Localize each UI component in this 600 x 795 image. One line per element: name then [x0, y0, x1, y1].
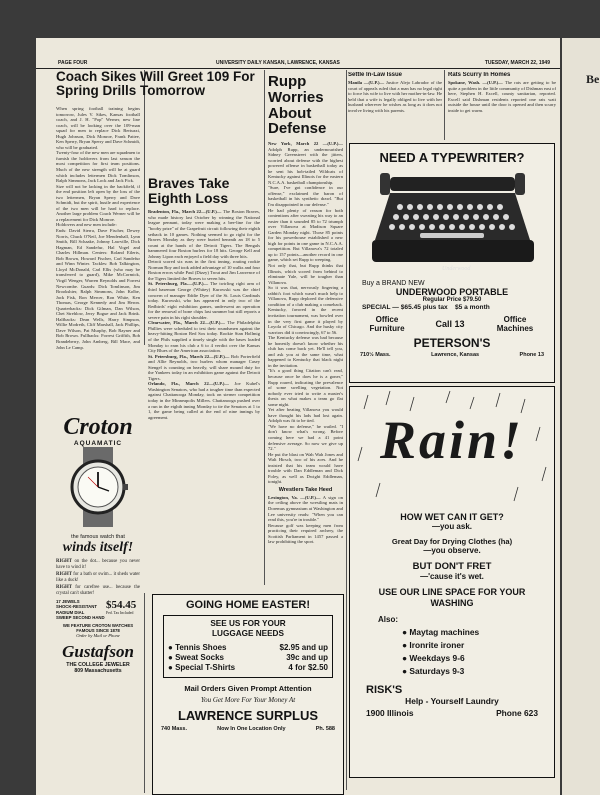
headline-rupp: Rupp Worries About Defense [268, 74, 327, 138]
article-rupp: Rupp Worries About Defense New York, March 22 —(U.P.)— Adolph Rupp, an undernourished Sidney Greenstreet with the jitters, worried about defense with the highest powered offense in basketball today as he sent his hob-tailed Wildcats of Kentucky against Illinois for the eastern N.C.A.A. basketball championship. "Sure, I've got confidence in our offense," exclaimed the baron of basketball in his synthetic drawl. "But I'm disappointed in our defense." He had plenty of reason for both contentions after sweating his way to an easier than it sounded 85 to 72 triumph over Villanova at Madison Square Garden Monday night. Those 85 points for his powerhouse established a new high for points in one game in N.C.A.A. competition. But Villanova's 72 totaled up to 157 points—another record in one game, which set Rupp to weeping. Not only that, but Rupp thinks that Illinois, which scored from behind to eliminate Yale, will be tougher than Villanova. So it was that, nervously fingering a rabbit's foot which wasn't much help to Villanova, Rupp deplored the defensive condition of a club making a comeback. Kentucky, favored in the recent invitation tournament, was bowled over in the very first game it played by Loyola of Chicago. And the husky city warriors did it convincingly, 67 to 56. The Kentucky defense was bad because he honestly doesn't know whether his club has come back yet. He'll tell you, and ask you at the same time, what happened to Kentucky that black night in the invitation. "It's a good thing Citation can't read, because once he does he is a goner," Rupp roared, indicating the prevalence of some swelling vegetation. Not nobody ever tried to write a master's thesis on what makes a team go flat some night. Yet after beating Villanova you would have thought his lads had lost again. Adolph was fit to be tied. "We have no defense," he wailed. "I don't know what's wrong. Before coming here we had a 41 point defensive average. So now we give up 72." He put the blast on Wah Wah Jones and Walt Hirsch, two of his aces. And he insisted that his team would have trouble with Dan Eddleman and Dick Foley, as well as Dwight Eddleman, tonight. Wrestlers Take Heed Lexington, Va. —(U.P.)— A sign on the ceiling above the wrestling mats in Doremus gymnasium at Washington and Lee university reads: "When you can read this, you're in trouble." Because golf was keeping men from practicing their required archery, the Scottish Parliament in 1457 passed a law prohibiting the sport. [268, 74, 343, 545]
croton-mail: Order by Mail or Phone [76, 633, 120, 639]
typewriter-call: Call 13 [435, 319, 465, 329]
surplus-money: You Get More For Your Money At [200, 695, 296, 704]
typewriter-city: Lawrence, Kansas [431, 352, 480, 358]
laundry-features: ● Maytag machines ● Ironrite ironer ● Weekdays 9-6 ● Saturdays 9-3 [402, 627, 480, 676]
croton-tagline: winds itself! [62, 540, 134, 555]
laundry-ad [349, 386, 555, 778]
croton-bullet: RIGHT for carefree use... because the crystal can't shatter! [56, 585, 140, 596]
rupp-p1: Adolph Rupp, an undernourished Sidney Greenstreet with the jitters, worried about defense with the highest powered offense in basketball today as he sent his hob-tailed Wildcats of Kentucky against Illinois for the eastern N.C.A.A. basketball championship. [268, 146, 343, 185]
coach-sikes-roster: Ends: David Sierra, Dave Fischer, Dewey Norris, Chuck O'Neil, Joe Mendenhall, Lynn Smith, Bill Schaake, Johnny Lawville, Dick Hagman, Ed Sandefur, Hal Vogel and Charles Hillman. Centers: Roland Eilerts, Bob Brown, Howard Fischer, Carl Sandefur and Winn Winter. Tackles: Bob Talkington, Lloyd McDonald, Carl Ellis (who may be transferred to guard), Mike McCormick, Virgil Wenger, Warren Reynolds and Forrest Newcombe. Guards: Dick Tomlinson, Jim Brookshier, Ralph Simmons, John Kolbe, Jack Fisk, Ron Mercer, Ron White, Ken Thomas, George Kennedy and Jim Heron. Quarterbacks: Dick Gilman, Dan Wilson, Chet Strehlow, Jerry Bogue and Jack Brink. Halfbacks: Dean Wells, Harry Simpson, Willie Modreth, Cliff Marshall, Jack Phillips, Dave Wilson, Pat Murphy, Bob Rayner and Bob Brown. Fullbacks: Forrest Griffith, Bob Brandeberry, John Amberg, Bill Mace, and John Le Camp. [56, 228, 140, 350]
headline-rats: Rats Scurry In Homes [448, 72, 511, 78]
laundry-phone: Phone 623 [496, 708, 538, 718]
folio-line [36, 60, 560, 69]
typewriter-addr: 710½ Mass. [360, 352, 391, 358]
next-page-edge [562, 38, 600, 795]
typewriter-phone: Phone 13 [519, 352, 544, 358]
page-number: PAGE FOUR [58, 60, 88, 66]
laundry-you-observe: —you observe. [423, 546, 481, 555]
laundry-cause: —'cause it's wet. [420, 572, 484, 581]
surplus-phone: Ph. 588 [315, 725, 335, 732]
braves-p5: Bob Porterfield and Allie Reynolds, two hurlers whom manager Casey Stengel is counting on heavily, will share mound duty for the Yankees today in an exhibition game against the Detroit Tigers. [148, 353, 260, 381]
typewriter-store: PETERSON'S [413, 336, 491, 350]
rupp-p7: "It's a good thing Citation can't read, because once he does he is a goner," Rupp roared, indicating the prevalence of some swelling vegetation. Not nobody ever tried to write a master's thesis on what makes a team go flat some night. [268, 368, 343, 407]
rupp-p3: He had plenty of reason for both contentions after sweating his way to an easier than it sounded 85 to 72 triumph over Villanova at Madison Square Garden Monday night. Those 85 points for his powerhouse established a new high for points in one game in N.C.A.A. competition. But Villanova's 72 totaled up to 157 points—another record in one game, which set Rupp to weeping. [268, 207, 343, 263]
laundry-question: HOW WET CAN IT GET? [400, 512, 504, 522]
laundry-store: RISK'S [366, 684, 403, 696]
article-rats: Rats Scurry In Homes Spokane, Wash. —(U.P.)— The rats are getting to be quite a problem in the little community of Dishman east of here, Stephen H. Excell, county sanitarian, reported. Excell said Dishman residents reported one rats watt outside the house until the door is opened and then scurry inside to get warm. [448, 72, 556, 113]
surplus-addr: 740 Mass. [161, 725, 187, 732]
croton-subbrand: AQUAMATIC [73, 440, 123, 447]
article-braves: Braves Take Eighth Loss Bradenton, Fla., March 22—(U.P.)— The Boston Braves, who made history last October by winning the National league pennant, today were making a bee-line for the "booby prize" of the Grapefruit circuit following their eighth setback in 10 games. Nothing seemed to go right for the Braves Monday as they were buried beneath an 18 to 5 count at the hands of the Detroit Tigers. The Bengals hammered four Boston hurlers for 18 hits. George Kell and Johnny Lipon each enjoyed a field day with three hits. Detroit scored six runs in the first inning, routing rookie Norman Roy and took added advantage of 10 walks and four Boston errors while Paul (Dizzy) Trout and Jim Lawrence of the Tigers limited the Braves to seven hits. St. Petersburg, Fla.—(U.P.)— The twirling right arm of third baseman George (Whitey) Kurowski was the chief concern of manager Eddie Dyer of the St. Louis Cardinals today. Kurowski, who has appeared in only two of the Redbirds' eight exhibition games, underwent an operation for the removal of bone chips last summer but still reports a severe pain in his right shoulder. Clearwater, Fla., March 22—(U.P.)— The Philadelphia Phillies were scheduled to test their roundsmen against the heavy-hitting Boston Red Sox today. Rookie Stan Hollmig of the Phils supplied a timely single with the bases loaded Monday to earn his club a 6 to 4 verdict over the Kansas City Blues of the American association. St. Petersburg, Fla., March 22—(U.P.)— Bob Porterfield and Allie Reynolds, two hurlers whom manager Casey Stengel is counting on heavily, will share mound duty for the Yankees today in an exhibition game against the Detroit Tigers. Orlando, Fla., March 22—(U.P.)— Joe Kuhel's Washington Senators, who had a tougher time than expected against Chattanooga Monday, took on sterner competition today in the Minneapolis Millers. Chattanooga pushed over a run in the eighth inning Monday to tie the Senators at 1 to 1, the game being called at the end of nine innings by agreement. [148, 176, 260, 420]
article-in-law: Settle In-Law Issue Manila —(U.P.)— Justice Alejo Labrador of the court of appeals ruled that a man has no legal right to force his wife to live with her mother-in-law. He held that a wife is legally obliged to live with her husband wherever he wishes as long as it does not involve living with his parents. [348, 72, 442, 113]
next-page-ghost: Be [586, 72, 600, 86]
subhead-wrestlers: Wrestlers Take Heed [278, 486, 333, 493]
paper-name: UNIVERSITY DAILY KANSAN, LAWRENCE, KANSAS [216, 60, 340, 66]
typewriter-icon [350, 165, 554, 275]
coach-sikes-p2: Twenty-four of the new men are squadmen to furnish the holdovers from last season the most competition for first team positions. Much of the new strength will be at guard which includes lettermen Dick Tomlinson, Ralph Simmons, Jack Lock and Jack Fick. [56, 150, 140, 184]
headline-braves: Braves Take Eighth Loss [148, 176, 230, 206]
coach-sikes-p4: Holdovers and new men include: [56, 222, 117, 228]
typewriter-model: UNDERWOOD PORTABLE [395, 287, 509, 297]
braves-p1: The Boston Braves, who made history last October by winning the National league pennant, today were making a bee-line for the "booby prize" of the Grapefruit circuit following their eighth setback in 10 games. Nothing seemed to go right for the Braves Monday as they were buried beneath an 18 to 5 count at the hands of the Detroit Tigers. The Bengals hammered four Boston hurlers for 18 hits. George Kell and Johnny Lipon each enjoyed a field day with three hits. [148, 209, 260, 259]
rupp-p5: So it was that, nervously fingering a rabbit's foot which wasn't much help to Villanova, Rupp deplored the defensive condition of a club making a comeback. Kentucky, favored in the recent invitation tournament, was bowled over in the very first game it played by Loyola of Chicago. And the husky city warriors did it convincingly, 67 to 56. [268, 285, 343, 335]
laundry-you-ask: —you ask. [431, 522, 472, 531]
braves-p6: Joe Kuhel's Washington Senators, who had a tougher time than expected against Chattanooga Monday, took on sterner competition today in the Minneapolis Millers. Chattanooga pushed over a run in the eighth inning Monday to tie the Senators at 1 to 1, the game being called at the end of nine innings by agreement. [148, 381, 260, 420]
rain-script: Rain! [379, 410, 525, 470]
croton-bullet: RIGHT on the dot... because you never have to wind it! [56, 559, 140, 570]
croton-brand: Croton [63, 414, 133, 440]
jeweler-name: Gustafson [62, 642, 134, 662]
typewriter-brand: Underwood [442, 266, 471, 272]
typewriter-buy: Buy a BRAND NEW [362, 280, 425, 287]
croton-price: $54.45 [106, 599, 137, 612]
typewriter-left: Office Furniture [369, 315, 405, 333]
newspaper-page [36, 38, 560, 795]
croton-price-note: Fed. Tax Included [106, 611, 134, 616]
braves-p2: Detroit scored six runs in the first inning, routing rookie Norman Roy and took added advantage of 10 walks and four Boston errors while Paul (Dizzy) Trout and Jim Lawrence of the Tigers limited the Braves to seven hits. [148, 259, 260, 281]
laundry-tag: Help - Yourself Laundry [405, 696, 499, 706]
croton-service: WE FEATURE CROTON WATCHES FAMOUS SINCE 1878 [62, 623, 134, 634]
surplus-mail: Mail Orders Given Prompt Attention [184, 683, 312, 693]
rupp-p10: He put the blast on Wah Wah Jones and Walt Hirsch, two of his aces. And he insisted that his team would have trouble with Dan Eddleman and Dick Foley, as well as Dwight Eddleman, tonight. [268, 451, 343, 485]
surplus-ad [152, 594, 344, 795]
issue-date: TUESDAY, MARCH 22, 1949 [484, 60, 550, 66]
wrestlers-p1: A sign on the ceiling above the wrestling mats in Doremus gymnasium at Washington and Lee university reads: "When you can read this, you're in trouble." [268, 494, 343, 523]
wristwatch-icon [56, 447, 140, 527]
laundry-great-day: Great Day for Drying Clothes (ha) [391, 537, 513, 546]
surplus-items: ● Tennis Shoes $2.95 and up ● Sweat Socks 39c and up ● Special T-Shirts 4 for $2.50 [168, 643, 328, 673]
surplus-headline: GOING HOME EASTER! [185, 599, 311, 611]
rupp-p9: "We have no defense," he wailed. "I don't know what's wrong. Before coming here we had a 41 point defensive average. So now we give up 72." [268, 423, 343, 452]
jeweler-address: 809 Massachusetts [74, 668, 122, 675]
surplus-note: Now In One Location Only [217, 725, 286, 732]
surplus-inner-title: SEE US FOR YOUR LUGGAGE NEEDS [210, 619, 286, 638]
coach-sikes-lead: When spring football training begins tomorrow, Jules V. Sikes, Kansas football coach, and J. H. "Pop" Werner, new line coach, will be looking over the 109-man squad for men to replace Dick Bertuzzi, Hugh Johnson, Dick Monroe, Frank Pattee, Ken Sperry, Bryan Sperry and Dave Schmidt, who will be graduated. [56, 106, 140, 150]
laundry-use: USE OUR LINE SPACE FOR YOUR WASHING [378, 587, 526, 608]
headline-in-law: Settle In-Law Issue [348, 72, 403, 78]
coach-sikes-p3: Size will not be lacking in the backfield, if the end position left open by the loss of the two lettermen, Bryan Sperry and Dave Schmidt, but the spirit, hustle and experience of the two men will be hard to replace. Another large problem Coach Werner will be a replacement for Dick Monroe. [56, 183, 140, 222]
golf-filler: Because golf was keeping men from practicing their required archery, the Scottish Parliament in 1457 passed a law prohibiting the sport. [268, 522, 343, 545]
article-coach-sikes-body [56, 106, 140, 411]
typewriter-ad [349, 143, 555, 383]
laundry-dont-fret: BUT DON'T FRET [412, 561, 492, 572]
croton-features: 17 JEWELS SHOCK-RESISTANT RADIUM DIAL SWEEP SECOND HAND [56, 599, 105, 620]
typewriter-special: SPECIAL — $65.45 plus tax $5 a month [362, 304, 490, 311]
laundry-also: Also: [378, 615, 398, 624]
rupp-p4: Not only that, but Rupp thinks that Illinois, which scored from behind to eliminate Yale, will be tougher than Villanova. [268, 263, 343, 285]
rupp-p2: "Sure, I've got confidence in our offense," exclaimed the baron of basketball in his synthetic drawl. "But I'm disappointed in our defense." [268, 185, 343, 208]
headline-coach-sikes: Coach Sikes Will Greet 109 For Spring Drills Tomorrow [56, 70, 255, 99]
jeweler-sub: THE COLLEGE JEWELER [66, 662, 130, 669]
rupp-p8: Yet after beating Villanova you would have thought his lads had lost again. Adolph was fit to be tied. [268, 407, 343, 424]
braves-p3: The twirling right arm of third baseman George (Whitey) Kurowski was the chief concern of manager Eddie Dyer of the St. Louis Cardinals today. Kurowski, who has appeared in only two of the Redbirds' eight exhibition games, underwent an operation for the removal of bone chips last summer but still reports a severe pain in his right shoulder. [148, 281, 260, 320]
croton-bullet: RIGHT for a bath or swim... it sheds water like a duck! [56, 572, 140, 583]
typewriter-right: Office Machines [496, 315, 534, 333]
surplus-store: LAWRENCE SURPLUS [177, 707, 319, 723]
laundry-addr: 1900 Illinois [366, 708, 414, 718]
croton-watch-ad [56, 414, 140, 793]
braves-p4: The Philadelphia Phillies were scheduled to test their roundsmen against the heavy-hitting Boston Red Sox today. Rookie Stan Hollmig of the Phils supplied a timely single with the bases loaded Monday to earn his club a 6 to 4 verdict over the Kansas City Blues of the American association. [148, 320, 260, 354]
typewriter-regular: Regular Price $79.50 [422, 297, 482, 303]
typewriter-headline: NEED A TYPEWRITER? [379, 150, 525, 165]
rupp-p6: The Kentucky defense was bad because he honestly doesn't know whether his club has come back yet. He'll tell you, and ask you at the same time, what happened to Kentucky that black night in the invitation. [268, 335, 343, 368]
croton-tagline-small: the famous watch that [71, 534, 125, 540]
